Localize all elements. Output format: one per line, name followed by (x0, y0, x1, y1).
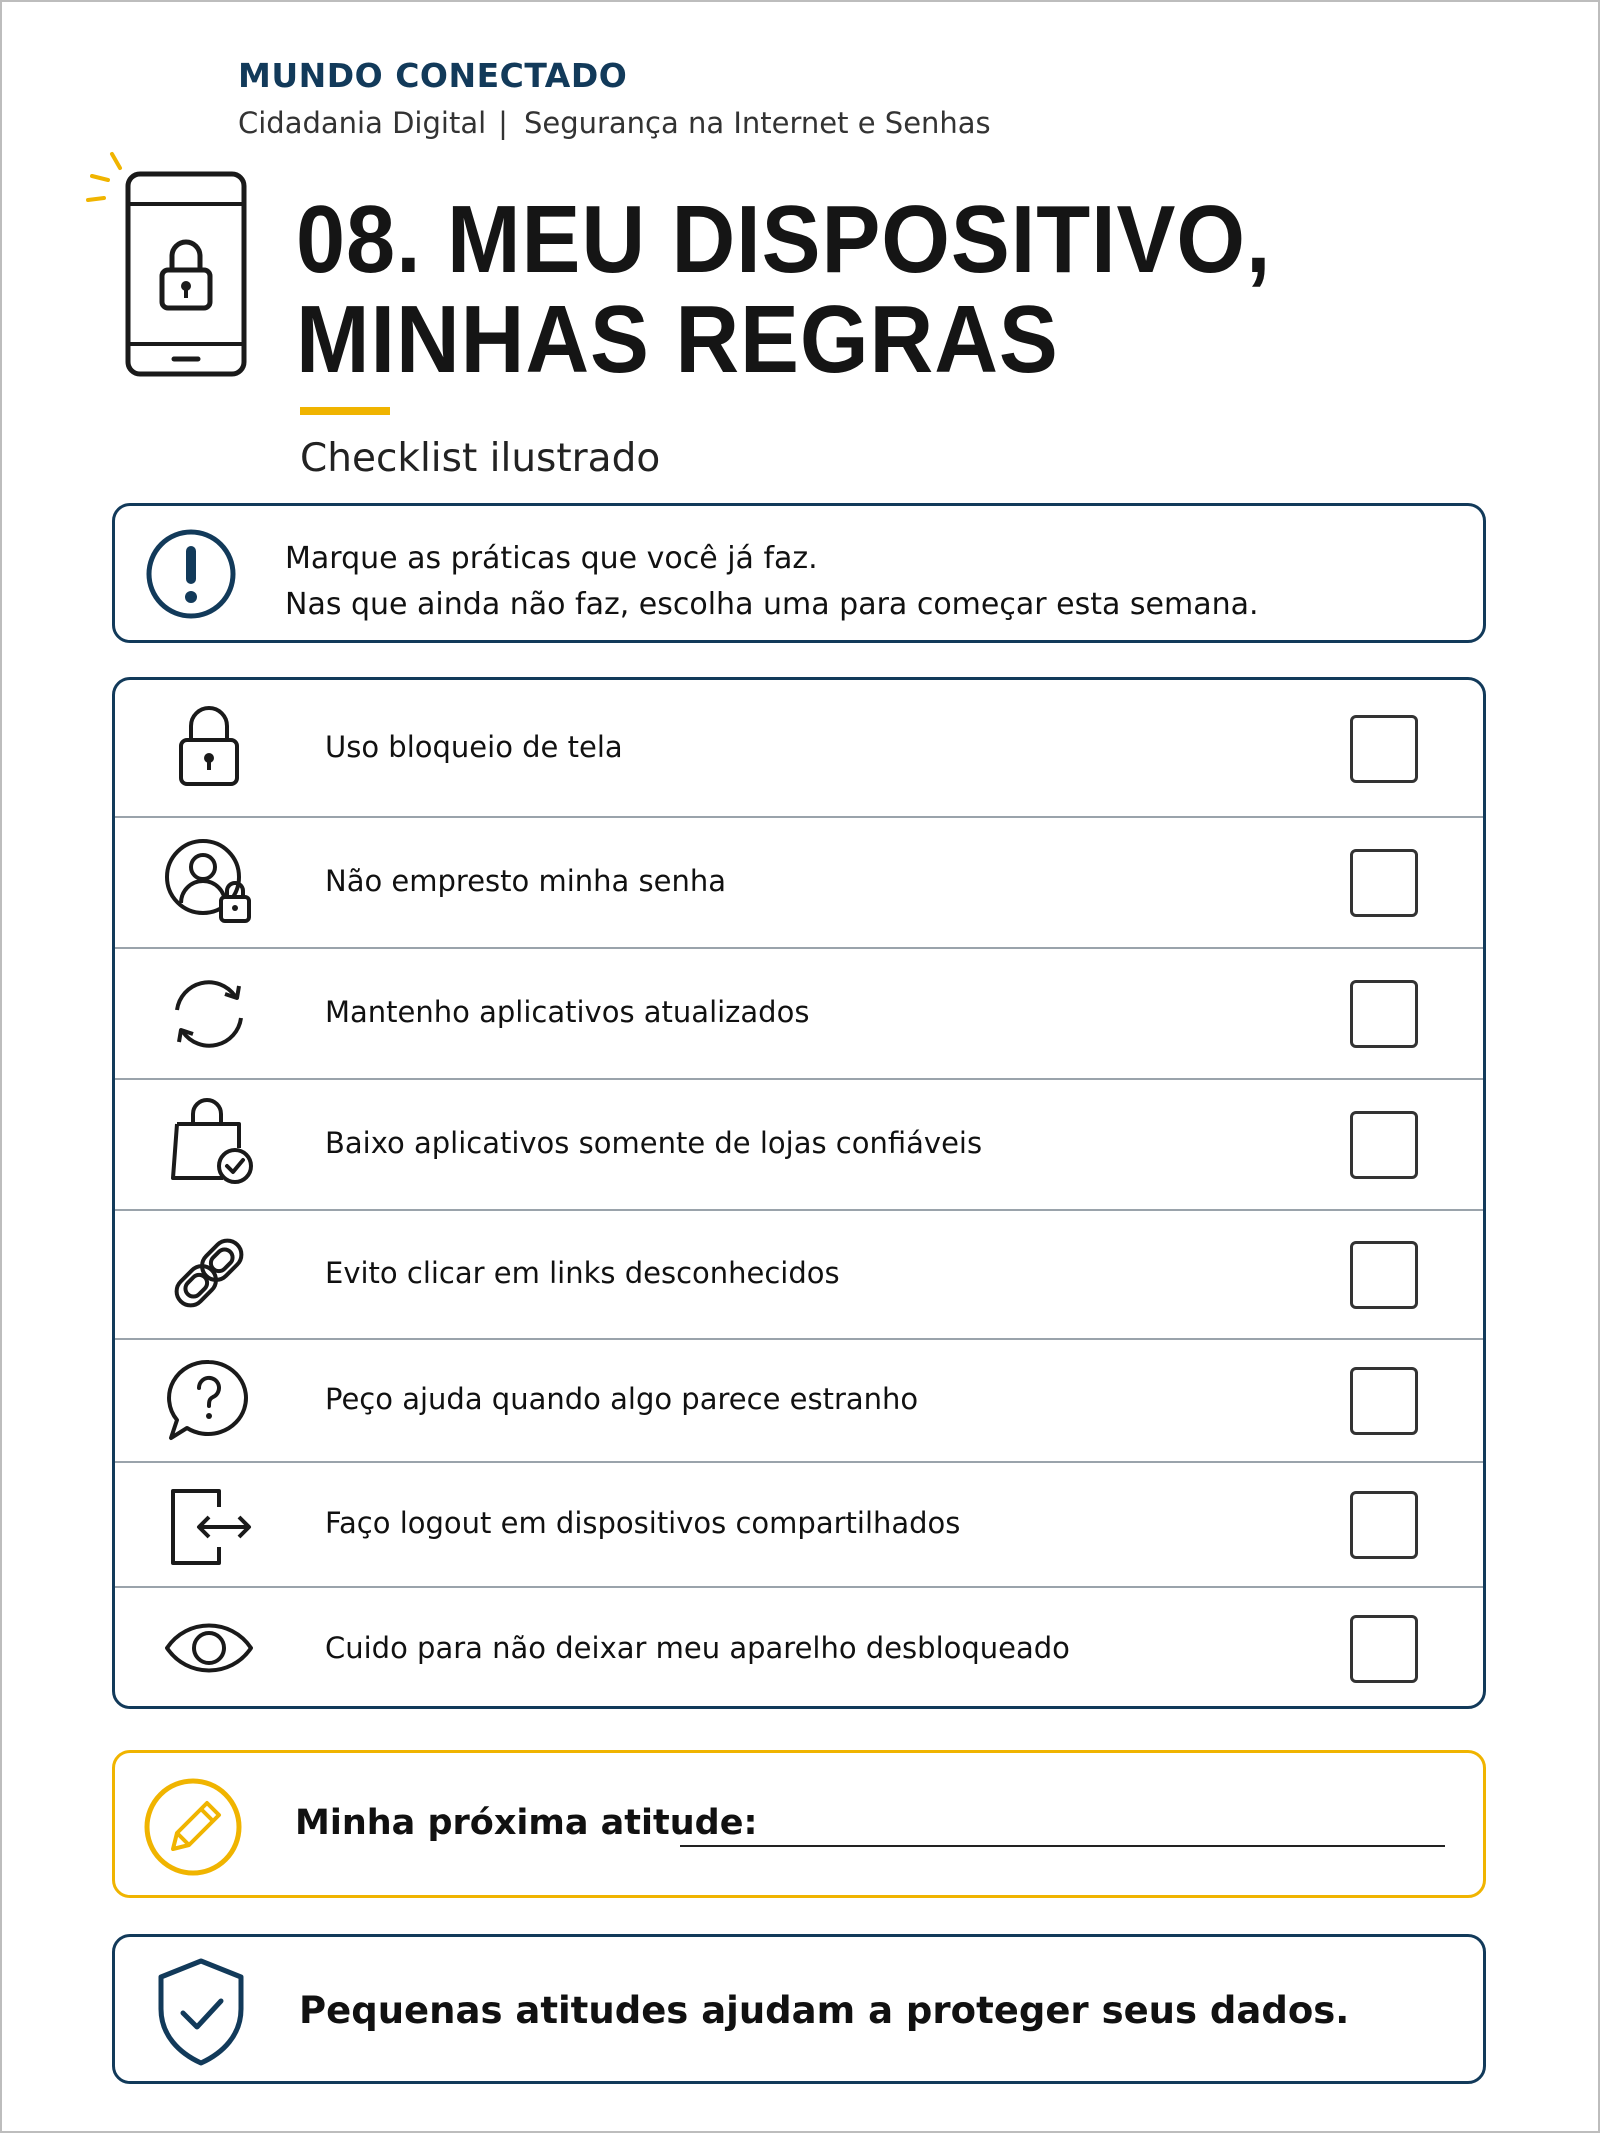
next-action-input-line[interactable] (680, 1845, 1445, 1847)
padlock-icon (163, 698, 255, 790)
checklist-row-label: Mantenho aplicativos atualizados (325, 995, 810, 1029)
link-icon (163, 1227, 255, 1319)
checklist-checkbox[interactable] (1350, 715, 1418, 783)
logout-icon (163, 1479, 255, 1571)
page-title-line-2: MINHAS REGRAS (296, 286, 1059, 393)
checklist-row (115, 1463, 1483, 1588)
pencil-icon (143, 1777, 243, 1877)
breadcrumb-topic: Segurança na Internet e Senhas (523, 106, 991, 140)
shield-check-icon (149, 1955, 253, 2069)
checklist-checkbox[interactable] (1350, 1367, 1418, 1435)
checklist-row-label: Evito clicar em links desconhecidos (325, 1256, 840, 1290)
user-lock-icon (163, 837, 255, 929)
brand-name: MUNDO CONECTADO (238, 56, 628, 95)
checklist-row-label: Baixo aplicativos somente de lojas confiáveis (325, 1126, 983, 1160)
checklist-row-label: Cuido para não deixar meu aparelho desbloqueado (325, 1631, 1070, 1665)
checklist-row-label: Faço logout em dispositivos compartilhados (325, 1506, 961, 1540)
next-action-label: Minha próxima atitude: (295, 1803, 758, 1843)
checklist-checkbox[interactable] (1350, 1615, 1418, 1683)
page-title (296, 186, 1356, 393)
checklist-row-label: Uso bloqueio de tela (325, 730, 623, 764)
checklist-row (115, 1211, 1483, 1340)
breadcrumb-category: Cidadania Digital (238, 106, 487, 140)
next-action-box (112, 1750, 1486, 1898)
checklist-row (115, 818, 1483, 949)
instructions-line-1: Marque as práticas que você já faz. (285, 541, 818, 576)
instructions-box (112, 503, 1486, 643)
checklist-checkbox[interactable] (1350, 980, 1418, 1048)
instructions-line-2: Nas que ainda não faz, escolha uma para começar esta semana. (285, 587, 1259, 622)
page-title-line-1: 08. MEU DISPOSITIVO, (296, 186, 1272, 293)
instructions-text (285, 536, 1259, 628)
breadcrumb (238, 106, 991, 140)
checklist-row-label: Peço ajuda quando algo parece estranho (325, 1382, 919, 1416)
refresh-icon (163, 968, 255, 1060)
page-subtitle: Checklist ilustrado (300, 436, 661, 481)
checklist-checkbox[interactable] (1350, 1491, 1418, 1559)
checklist-checkbox[interactable] (1350, 849, 1418, 917)
checklist-row (115, 1588, 1483, 1709)
footer-box (112, 1934, 1486, 2084)
checklist-checkbox[interactable] (1350, 1241, 1418, 1309)
breadcrumb-separator: | (498, 106, 508, 140)
exclamation-icon (145, 528, 237, 620)
checklist-row (115, 1080, 1483, 1211)
checklist-row (115, 949, 1483, 1080)
phone-lock-icon (82, 148, 252, 388)
eye-icon (163, 1602, 255, 1694)
checklist-checkbox[interactable] (1350, 1111, 1418, 1179)
checklist-row (115, 1340, 1483, 1463)
shopping-bag-check-icon (163, 1094, 255, 1186)
title-underline (300, 407, 390, 415)
footer-message: Pequenas atitudes ajudam a proteger seus dados. (299, 1989, 1350, 2032)
question-bubble-icon (163, 1354, 255, 1446)
checklist (112, 677, 1486, 1709)
checklist-row-label: Não empresto minha senha (325, 864, 727, 898)
checklist-row (115, 680, 1483, 818)
